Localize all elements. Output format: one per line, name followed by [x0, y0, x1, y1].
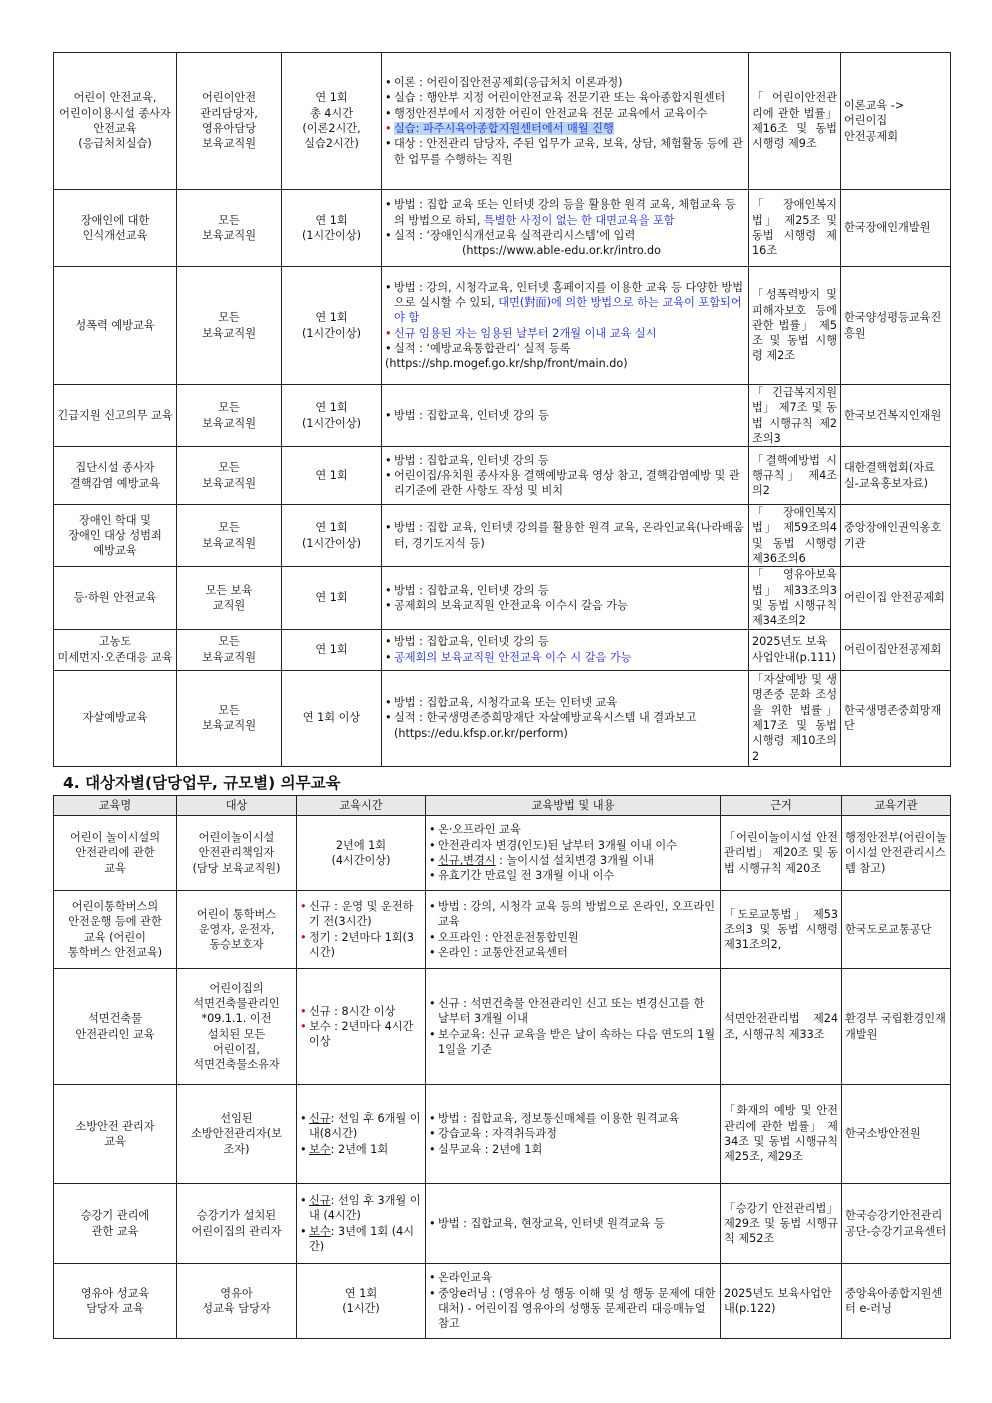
course-org: 한국생명존중희망재단	[841, 670, 951, 766]
list-item: • 대상 : 안전관리 담당자, 주된 업무가 교육, 보육, 상담, 체험활동 등에 관한 업무를 수행하는 직원	[385, 137, 743, 166]
course-target: 영유아 성교육 담당자	[177, 1264, 297, 1339]
list-item: • 중앙e러닝 : (영유아 성 행동 이해 및 성 행동 문제에 대한 대처) - 어린이집 영유아의 성행동 문제관리 대응매뉴얼 참고	[429, 1286, 716, 1331]
course-method	[382, 629, 749, 670]
list-item: • 실적 : ‘장애인식개선교육 실적관리시스템’에 입력 (https://www.able-edu.or.kr/intro.do	[385, 228, 745, 259]
list-item: • 강습교육 : 자격취득과정	[429, 1127, 557, 1141]
course-basis: 「승강기 안전관리법」 제29조 및 동법 시행규칙 제52조	[721, 1184, 842, 1264]
section-title: 4. 대상자별(담당업무, 규모별) 의무교육	[63, 774, 341, 792]
list-item: • 방법 : 강의, 시청각교육, 인터넷 홈페이지를 이용한 교육 등 다양한 방법으로 실시할 수 있되, 대면(對面)에 의한 방법으로 하는 교육이 포함되어야 함	[385, 280, 744, 325]
table-header-row	[54, 796, 951, 816]
course-basis: 「화재의 예방 및 안전관리에 관한 법률」 제34조 및 동법 시행규칙 제25조, 제29조	[721, 1085, 842, 1184]
list-item: • 온·오프라인 교육	[429, 823, 521, 837]
course-org: 중앙장애인권익옹호기관	[841, 505, 951, 567]
list-item: • 방법 : 집합교육, 인터넷 강의 등	[385, 453, 549, 467]
course-method	[382, 267, 749, 385]
list-item: • 방법 : 집합 교육, 인터넷 강의를 활용한 원격 교육, 온라인교육(나라배움터, 경기도지식 등)	[385, 521, 744, 550]
course-target: 모든 보육교직원	[177, 267, 282, 385]
list-item: • 실적 : ‘예방교육통합관리’ 실적 등록 (https://shp.mogef.go.kr/shp/front/main.do)	[385, 341, 745, 372]
course-name: 어린이 놀이시설의 안전관리에 관한 교육	[54, 816, 177, 891]
list-item: • 이론 : 어린이집안전공제회(응급처치 이론과정)	[385, 76, 623, 90]
list-item: • 방법 : 강의, 시청각 교육 등의 방법으로 온라인, 오프라인 교육	[429, 899, 716, 929]
column-header: 교육시간	[297, 796, 426, 816]
course-target: 승강기가 설치된 어린이집의 관리자	[177, 1184, 297, 1264]
course-org: 한국승강기안전관리공단-승강기교육센터	[842, 1184, 951, 1264]
course-basis: 「성폭력방지 및 피해자보호 등에 관한 법률」 제5조 및 동법 시행령 제2조	[749, 267, 841, 385]
column-header: 근거	[721, 796, 842, 816]
course-name: 긴급지원 신고의무 교육	[54, 385, 177, 447]
list-item: • 방법 : 집합교육, 현장교육, 인터넷 원격교육 등	[429, 1216, 665, 1230]
course-name: 영유아 성교육 담당자 교육	[54, 1264, 177, 1339]
list-item: • 방법 : 집합교육, 인터넷 강의 등	[385, 583, 549, 597]
course-basis: 「결핵예방법 시행규칙」 제4조의2	[749, 447, 841, 505]
table-row	[54, 447, 951, 505]
list-item: • 신규: 선임 후 3개월 이내 (4시간)	[300, 1193, 421, 1223]
course-name: 장애인에 대한 인식개선교육	[54, 190, 177, 267]
course-name: 집단시설 종사자 결핵감염 예방교육	[54, 447, 177, 505]
course-target: 어린이 통학버스 운영자, 운전자, 동승보호자	[177, 891, 297, 969]
course-name: 자살예방교육	[54, 670, 177, 766]
course-time	[297, 1085, 426, 1184]
list-item: • 실적 : 한국생명존중희망재단 자살예방교육시스템 내 결과보고 (https://edu.kfsp.or.kr/perform)	[385, 710, 745, 741]
list-item: • 보수교육: 신규 교육을 받은 날이 속하는 다음 연도의 1월 1일을 기준	[429, 1027, 716, 1056]
course-name: 등·하원 안전교육	[54, 567, 177, 629]
course-time: 연 1회	[282, 567, 382, 629]
course-org: 행정안전부(어린이놀이시설 안전관리시스템 참고)	[842, 816, 951, 891]
course-basis: 「도로교통법」 제53조의3 및 동법 시행령 제31조의2,	[721, 891, 842, 969]
list-item: • 신규 : 운영 및 운전하기 전(3시간)	[300, 899, 414, 929]
course-method	[382, 53, 749, 190]
column-header: 교육기관	[842, 796, 951, 816]
course-basis: 「장애인복지법」 제25조 및 동법 시행령 제16조	[749, 190, 841, 267]
course-org: 중앙육아종합지원센터 e-러닝	[842, 1264, 951, 1339]
list-item: • 보수: 3년에 1회 (4시간)	[300, 1224, 415, 1253]
course-target: 어린이놀이시설 안전관리책임자 (담당 보육교직원)	[177, 816, 297, 891]
list-item: • 신규 : 8시간 이상	[300, 1004, 396, 1018]
course-method	[426, 816, 721, 891]
column-header: 대상	[177, 796, 297, 816]
list-item: • 안전관리자 변경(인도)된 날부터 3개월 이내 이수	[429, 838, 677, 852]
training-table-by-role	[53, 795, 951, 1339]
course-name: 소방안전 관리자 교육	[54, 1085, 177, 1184]
table-row	[54, 891, 951, 969]
course-name: 어린이 안전교육, 어린이이용시설 종사자 안전교육 (응급처치실습)	[54, 53, 177, 190]
course-target: 모든 보육교직원	[177, 385, 282, 447]
course-target: 어린이안전 관리담당자, 영유아담당 보육교직원	[177, 53, 282, 190]
course-method	[382, 505, 749, 567]
table-row	[54, 629, 951, 670]
course-basis: 석면안전관리법 제24조, 시행규칙 제33조	[721, 969, 842, 1085]
table-row	[54, 53, 951, 190]
course-org: 한국장애인개발원	[841, 190, 951, 267]
course-time: 연 1회 (1시간이상)	[282, 505, 382, 567]
course-name: 고농도 미세먼지·오존대응 교육	[54, 629, 177, 670]
course-method	[382, 190, 749, 267]
course-org: 한국도로교통공단	[842, 891, 951, 969]
course-method	[426, 969, 721, 1085]
list-item: • 어린이집/유치원 종사자용 결핵예방교육 영상 참고, 결핵감염예방 및 관리기준에 관한 사항도 작성 및 비치	[385, 469, 740, 498]
course-org: 어린이집 안전공제회	[841, 567, 951, 629]
course-time: 연 1회 총 4시간 (이론2시간, 실습2시간)	[282, 53, 382, 190]
list-item: • 온라인 : 교통안전교육센터	[429, 945, 568, 959]
list-item: • 온라인교육	[429, 1271, 493, 1285]
column-header: 교육명	[54, 796, 177, 816]
course-time	[297, 1184, 426, 1264]
table-row	[54, 816, 951, 891]
course-target: 모든 보육 교직원	[177, 567, 282, 629]
course-time	[297, 969, 426, 1085]
course-method	[426, 1264, 721, 1339]
course-method	[426, 891, 721, 969]
course-target: 모든 보육교직원	[177, 505, 282, 567]
list-item: • 정기 : 2년마다 1회(3시간)	[300, 930, 414, 959]
course-org: 환경부 국립환경인재개발원	[842, 969, 951, 1085]
course-target: 모든 보육교직원	[177, 447, 282, 505]
table-row	[54, 969, 951, 1085]
course-time: 연 1회	[282, 629, 382, 670]
course-org: 어린이집안전공제회	[841, 629, 951, 670]
list-item: • 실습: 파주시육아종합지원센터에서 매월 진행	[385, 122, 614, 135]
course-time: 연 1회 (1시간이상)	[282, 267, 382, 385]
table-row	[54, 505, 951, 567]
list-item: • 방법 : 집합교육, 시청각교육 또는 인터넷 교육	[385, 696, 618, 710]
course-basis: 「긴급복지지원법」 제7조 및 동법 시행규칙 제2조의3	[749, 385, 841, 447]
url-text: (https://shp.mogef.go.kr/shp/front/main.do)	[385, 357, 628, 371]
course-org: 한국양성평등교육진흥원	[841, 267, 951, 385]
list-item: • 유효기간 만료일 전 3개월 이내 이수	[429, 869, 615, 883]
course-basis: 「영유아보육법」 제33조의3 및 동법 시행규칙 제34조의2	[749, 567, 841, 629]
course-org: 대한결핵협회(자료실-교육홍보자료)	[841, 447, 951, 505]
course-target: 모든 보육교직원	[177, 629, 282, 670]
course-basis: 「자살예방 및 생명존중 문화 조성을 위한 법률」 제17조 및 동법 시행령 제10조의2	[749, 670, 841, 766]
course-org: 이론교육 -> 어린이집 안전공제회	[841, 53, 951, 190]
course-basis: 2025년도 보육사업안내(p.111)	[749, 629, 841, 670]
table-row	[54, 190, 951, 267]
url-text: (https://edu.kfsp.or.kr/perform)	[394, 726, 568, 740]
list-item: • 방법 : 집합교육, 정보통신매체를 이용한 원격교육	[429, 1112, 680, 1126]
course-method	[426, 1184, 721, 1264]
list-item: • 신규,변경시 : 놀이시설 설치변경 3개월 이내	[429, 854, 654, 867]
course-time: 연 1회 이상	[282, 670, 382, 766]
list-item: • 행정안전부에서 지정한 어린이 안전교육 전문 교육에서 교육이수	[385, 106, 708, 120]
course-method	[382, 447, 749, 505]
list-item: • 방법 : 집합교육, 인터넷 강의 등	[385, 635, 549, 649]
course-target: 선임된 소방안전관리자(보 조자)	[177, 1085, 297, 1184]
course-time	[297, 891, 426, 969]
list-item: • 신규: 선임 후 6개월 이내(8시간)	[300, 1112, 421, 1141]
course-method	[382, 385, 749, 447]
list-item: • 보수: 2년에 1회	[300, 1142, 389, 1156]
course-time: 연 1회 (1시간이상)	[282, 190, 382, 267]
course-name: 장애인 학대 및 장애인 대상 성범죄 예방교육	[54, 505, 177, 567]
course-time: 2년에 1회 (4시간이상)	[297, 816, 426, 891]
list-item: • 실무교육 : 2년에 1회	[429, 1142, 543, 1156]
course-org: 한국소방안전원	[842, 1085, 951, 1184]
course-method	[426, 1085, 721, 1184]
course-name: 어린이통학버스의 안전운행 등에 관한 교육 (어린이 통학버스 안전교육)	[54, 891, 177, 969]
list-item: • 오프라인 : 안전운전통합민원	[429, 930, 579, 944]
course-basis: 「장애인복지법」 제59조의4 및 동법 시행령 제36조의6	[749, 505, 841, 567]
list-item: • 공제회의 보육교직원 안전교육 이수 시 갈음 가능	[385, 650, 632, 664]
course-name: 승강기 관리에 관한 교육	[54, 1184, 177, 1264]
list-item: • 신규 : 석면건축물 안전관리인 신고 또는 변경신고를 한 날부터 3개월 이내	[429, 996, 705, 1026]
table-row	[54, 1184, 951, 1264]
course-basis: 「어린이안전관리에 관한 법률」제16조 및 동법 시행령 제9조	[749, 53, 841, 190]
column-header: 교육방법 및 내용	[426, 796, 721, 816]
course-org: 한국보건복지인재원	[841, 385, 951, 447]
list-item: • 보수 : 2년마다 4시간이상	[300, 1019, 414, 1049]
course-name: 석면건축물 안전관리인 교육	[54, 969, 177, 1085]
url-text: (https://www.able-edu.or.kr/intro.do	[462, 244, 661, 258]
course-target: 모든 보육교직원	[177, 670, 282, 766]
list-item: • 방법 : 집합 교육 또는 인터넷 강의 등을 활용한 원격 교육, 체험교육 등의 방법으로 하되, 특별한 사정이 없는 한 대면교육을 포함	[385, 198, 736, 227]
table-row	[54, 567, 951, 629]
table-row	[54, 385, 951, 447]
list-item: • 공제회의 보육교직원 안전교육 이수시 갈음 가능	[385, 598, 628, 612]
training-table-general	[53, 52, 951, 767]
course-time: 연 1회	[282, 447, 382, 505]
course-time: 연 1회 (1시간)	[297, 1264, 426, 1339]
course-target: 어린이집의 석면건축물관리인 *09.1.1. 이전 설치된 모든 어린이집, 석면건축물소유자	[177, 969, 297, 1085]
list-item: • 신규 임용된 자는 임용된 날부터 2개월 이내 교육 실시	[385, 326, 657, 340]
table-row	[54, 1085, 951, 1184]
table-row	[54, 1264, 951, 1339]
table-row	[54, 670, 951, 766]
course-target: 모든 보육교직원	[177, 190, 282, 267]
list-item: • 방법 : 집합교육, 인터넷 강의 등	[385, 408, 549, 422]
course-name: 성폭력 예방교육	[54, 267, 177, 385]
course-basis: 「어린이놀이시설 안전관리법」 제20조 및 동법 시행규칙 제20조	[721, 816, 842, 891]
course-basis: 2025년도 보육사업안내(p.122)	[721, 1264, 842, 1339]
course-method	[382, 670, 749, 766]
course-time: 연 1회 (1시간이상)	[282, 385, 382, 447]
list-item: • 실습 : 행안부 지정 어린이안전교육 전문기관 또는 육아종합지원센터	[385, 91, 726, 105]
course-method	[382, 567, 749, 629]
table-row	[54, 267, 951, 385]
